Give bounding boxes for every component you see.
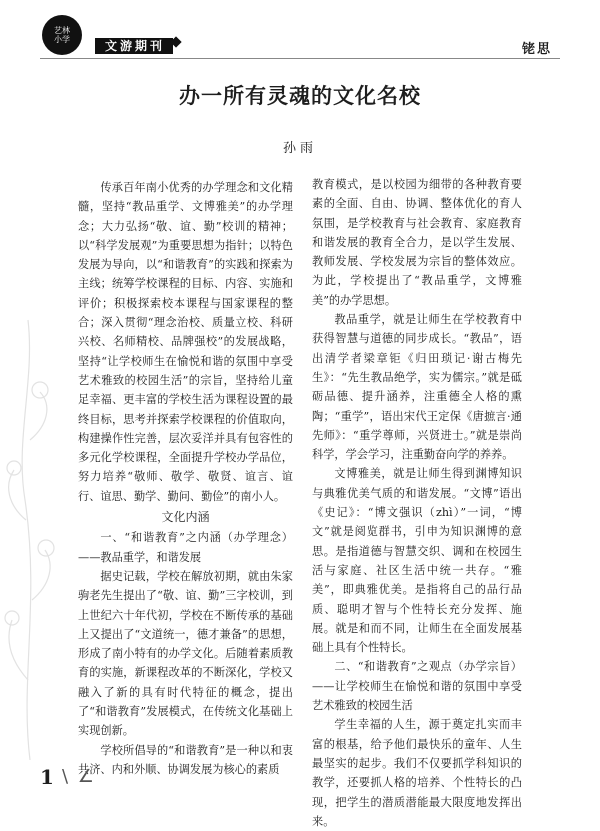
paragraph: 据史记载，学校在解放初期，就由朱家驹老先生提出了“敬、谊、勤”三字校训，到上世纪六十年代初，学校在不断传承的基础上又提出了“文道统一，德才兼备”的思想，形成了南小特有的办学文化。后随着素质教育的实施，新课程改革的不断深化，学校又融入了新的具有时代特征的概念，提出了“和谐教育”发展模式，在传统文化基础上实现创新。: [78, 569, 293, 738]
paragraph: 教品重学，就是让师生在学校教育中获得智慧与道德的同步成长。“教品”，语出清学者梁章钜《归田琐记·谢古梅先生》：“先生教品绝学，实为儒宗。”就是砥砺品德、提升涵养，注重德全人格的熏陶；“重学”，语出宋代王定保《唐摭言·通先师》：“重学尊师，兴贤进士。”就是崇尚科学，学会学习，注重勤奋向学的养养。: [312, 313, 522, 462]
section-heading: 文化内涵: [161, 510, 210, 525]
logo-text: 艺林小学: [54, 26, 70, 44]
magazine-name: 文游期刊: [95, 38, 173, 54]
page-number: 1: [40, 765, 54, 789]
paragraph: 文博雅美，就是让师生得到渊博知识与典雅优美气质的和谐发展。“文博”语出《史记》：“博文强识（zhì）”一词，“博文”就是阅览群书，引申为知识渊博的意思。是指道德与智慧交织、调和在校园生活与家庭、社区生活中统一共存。“雅美”，即典雅优美。是指将自己的品行品质、聪明才智与个性特长充分发挥、施展。就是和而不同，让师生在全面发展基础上具有个性特长。: [312, 467, 522, 655]
left-column: [78, 178, 293, 779]
article-title: 办一所有灵魂的文化名校: [179, 84, 421, 108]
paragraph: 教育模式，是以校园为细带的各种教育要素的全面、自由、协调、整体优化的育人氛围，是学校教育与社会教育、家庭教育和谐发展的教育全合力，是以学生发展、教师发展、学校发展为宗旨的整体效应。为此，学校提出了“教品重学，文博雅美”的办学思想。: [312, 178, 522, 307]
subheading-paragraph: 一、“和谐教育”之内涵（办学理念）——教品重学，和谐发展: [78, 531, 293, 564]
article-author: 孙雨: [282, 141, 317, 156]
paragraph: 学生幸福的人生，源于奠定扎实而丰富的根基，给予他们最快乐的童年、人生最坚实的起步。我们不仅要抓学科知识的教学，还要抓人格的培养、个性特长的凸现，把学生的潜质潜能最大限度地发挥出来。: [312, 718, 522, 828]
section-label: 铑思: [521, 42, 552, 57]
header-divider: [40, 58, 560, 59]
header-bar: [0, 0, 600, 70]
paragraph: 学校所倡导的“和谐教育”是一种以和衷共济、内和外顺、协调发展为核心的素质: [78, 743, 293, 776]
magazine-logo: [42, 15, 82, 55]
footer-decoration: \ ∠: [62, 766, 96, 787]
flower-decoration-icon: [0, 300, 60, 760]
subheading-paragraph: 二、“和谐教育”之观点（办学宗旨）——让学校师生在愉悦和谐的氛围中享受艺术雅致的校园生活: [312, 660, 522, 713]
paragraph: 传承百年南小优秀的办学理念和文化精髓，坚持“教品重学、文博雅美”的办学理念；大力弘扬“敬、谊、勤”校训的精神；以“科学发展观”为重要思想为指针；以特色发展为导向，以“和谐教育”的实践和探索为主线；统筹学校课程的目标、内容、实施和评价；积极探索校本课程与国家课程的整合；深入贯彻“理念治校、质量立校、科研兴校、名师精校、品牌强校”的发展战略，坚持“让学校师生在愉悦和谐的氛围中享受艺术雅致的校园生活”的宗旨，坚持给儿童足幸福、更丰富的学校生活为课程设置的最终目标，思考并探索学校课程的价值取向，构建操作性完善，层次妥洋并具有包容性的多元化学校课程，全面提升学校办学品位，努力培养“敬师、敬学、敬贤、谊言、谊行、谊思、勤学、勤问、勤俭”的南小人。: [78, 181, 293, 503]
right-column: [312, 175, 522, 831]
